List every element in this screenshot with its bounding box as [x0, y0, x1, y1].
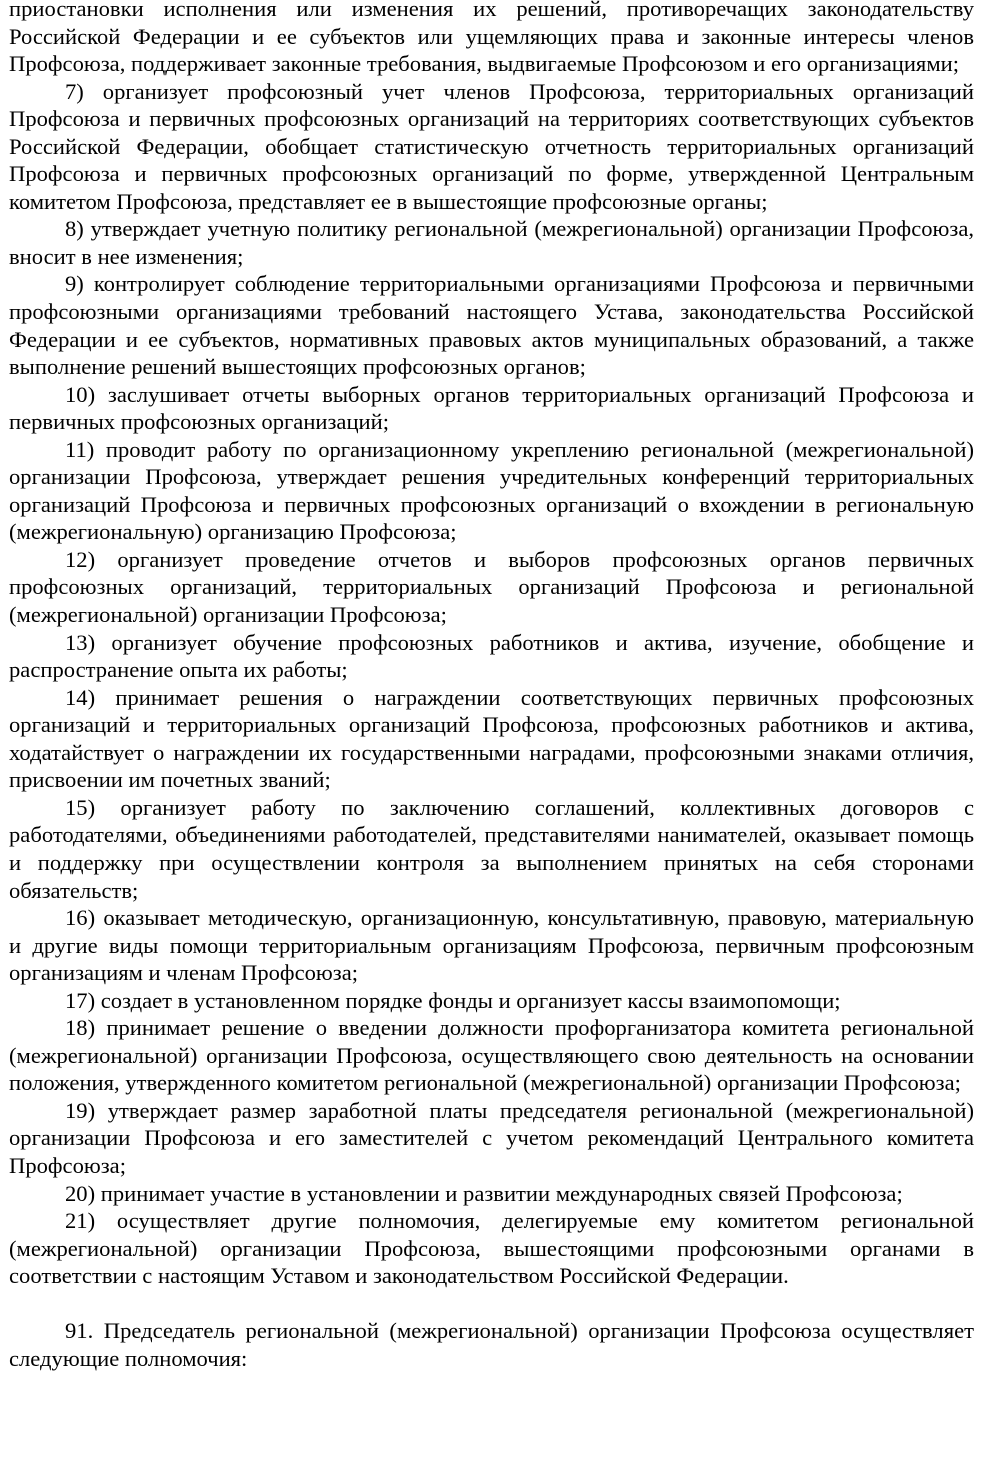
list-item: 21) осуществляет другие полномочия, делегируемые ему комитетом региональной (межрегиональной) организации Профсоюза, вышестоящими профсоюзными органами в соответствии с настоящим Уставом и законодательством Российской Федерации.	[9, 1208, 974, 1289]
list-item: 14) принимает решения о награждении соответствующих первичных профсоюзных организаций и территориальных организаций Профсоюза, профсоюзных работников и актива, ходатайствует о награждении их государственными наградами, профсоюзными знаками отличия, присвоении им почетных званий;	[9, 684, 974, 793]
paragraph-list	[9, 0, 974, 1290]
list-item: 15) организует работу по заключению соглашений, коллективных договоров с работодателями, объединениями работодателей, представителями нанимателей, оказывает помощь и поддержку при осуществлении контроля за выполнением принятых на себя сторонами обязательств;	[9, 794, 974, 903]
list-item: 20) принимает участие в установлении и развитии международных связей Профсоюза;	[65, 1180, 903, 1206]
list-item: 18) принимает решение о введении должности профорганизатора комитета региональной (межрегиональной) организации Профсоюза, осуществляющего свою деятельность на основании положения, утвержденного комитетом региональной (межрегиональной) организации Профсоюза;	[9, 1015, 974, 1096]
list-item: 12) организует проведение отчетов и выборов профсоюзных органов первичных профсоюзных организаций, территориальных организаций Профсоюза и региональной (межрегиональной) организации Профсоюза;	[9, 546, 974, 628]
list-item: 8) утверждает учетную политику региональной (межрегиональной) организации Профсоюза, вносит в нее изменения;	[9, 216, 974, 269]
section-91-paragraph: 91. Председатель региональной (межрегиональной) организации Профсоюза осуществляет следующие полномочия:	[9, 1318, 974, 1371]
list-item: 19) утверждает размер заработной платы председателя региональной (межрегиональной) организации Профсоюза и его заместителей с учетом рекомендаций Центрального комитета Профсоюза;	[9, 1097, 974, 1178]
list-item: 17) создает в установленном порядке фонды и организует кассы взаимопомощи;	[65, 987, 841, 1013]
list-item: 11) проводит работу по организационному укреплению региональной (межрегиональной) организации Профсоюза, утверждает решения учредительных конференций территориальных организаций Профсоюза и первичных профсоюзных организаций о вхождении в региональную (межрегиональную) организацию Профсоюза;	[9, 436, 974, 545]
continuation-paragraph: приостановки исполнения или изменения их решений, противоречащих законодательству Российской Федерации и ее субъектов или ущемляющих права и законные интересы членов Профсоюза, поддерживает законные требования, выдвигаемые Профсоюзом и его организациями;	[9, 0, 974, 77]
list-item: 10) заслушивает отчеты выборных органов территориальных организаций Профсоюза и первичных профсоюзных организаций;	[9, 381, 974, 435]
paragraph-gap	[9, 1290, 974, 1318]
list-item: 16) оказывает методическую, организационную, консультативную, правовую, материальную и другие виды помощи территориальным организациям Профсоюза, первичным профсоюзным организациям и членам Профсоюза;	[9, 905, 974, 986]
list-item: 9) контролирует соблюдение территориальными организациями Профсоюза и первичными профсоюзными организациями требований настоящего Устава, законодательства Российской Федерации и ее субъектов, нормативных правовых актов муниципальных образований, а также выполнение решений вышестоящих профсоюзных органов;	[9, 271, 974, 380]
document-page	[9, 0, 974, 1372]
list-item: 7) организует профсоюзный учет членов Профсоюза, территориальных организаций Профсоюза и первичных профсоюзных организаций на территориях соответствующих субъектов Российской Федерации, обобщает статистическую отчетность территориальных организаций Профсоюза и первичных профсоюзных организаций по форме, утвержденной Центральным комитетом Профсоюза, представляет ее в вышестоящие профсоюзные органы;	[9, 78, 974, 214]
list-item: 13) организует обучение профсоюзных работников и актива, изучение, обобщение и распространение опыта их работы;	[9, 629, 974, 683]
